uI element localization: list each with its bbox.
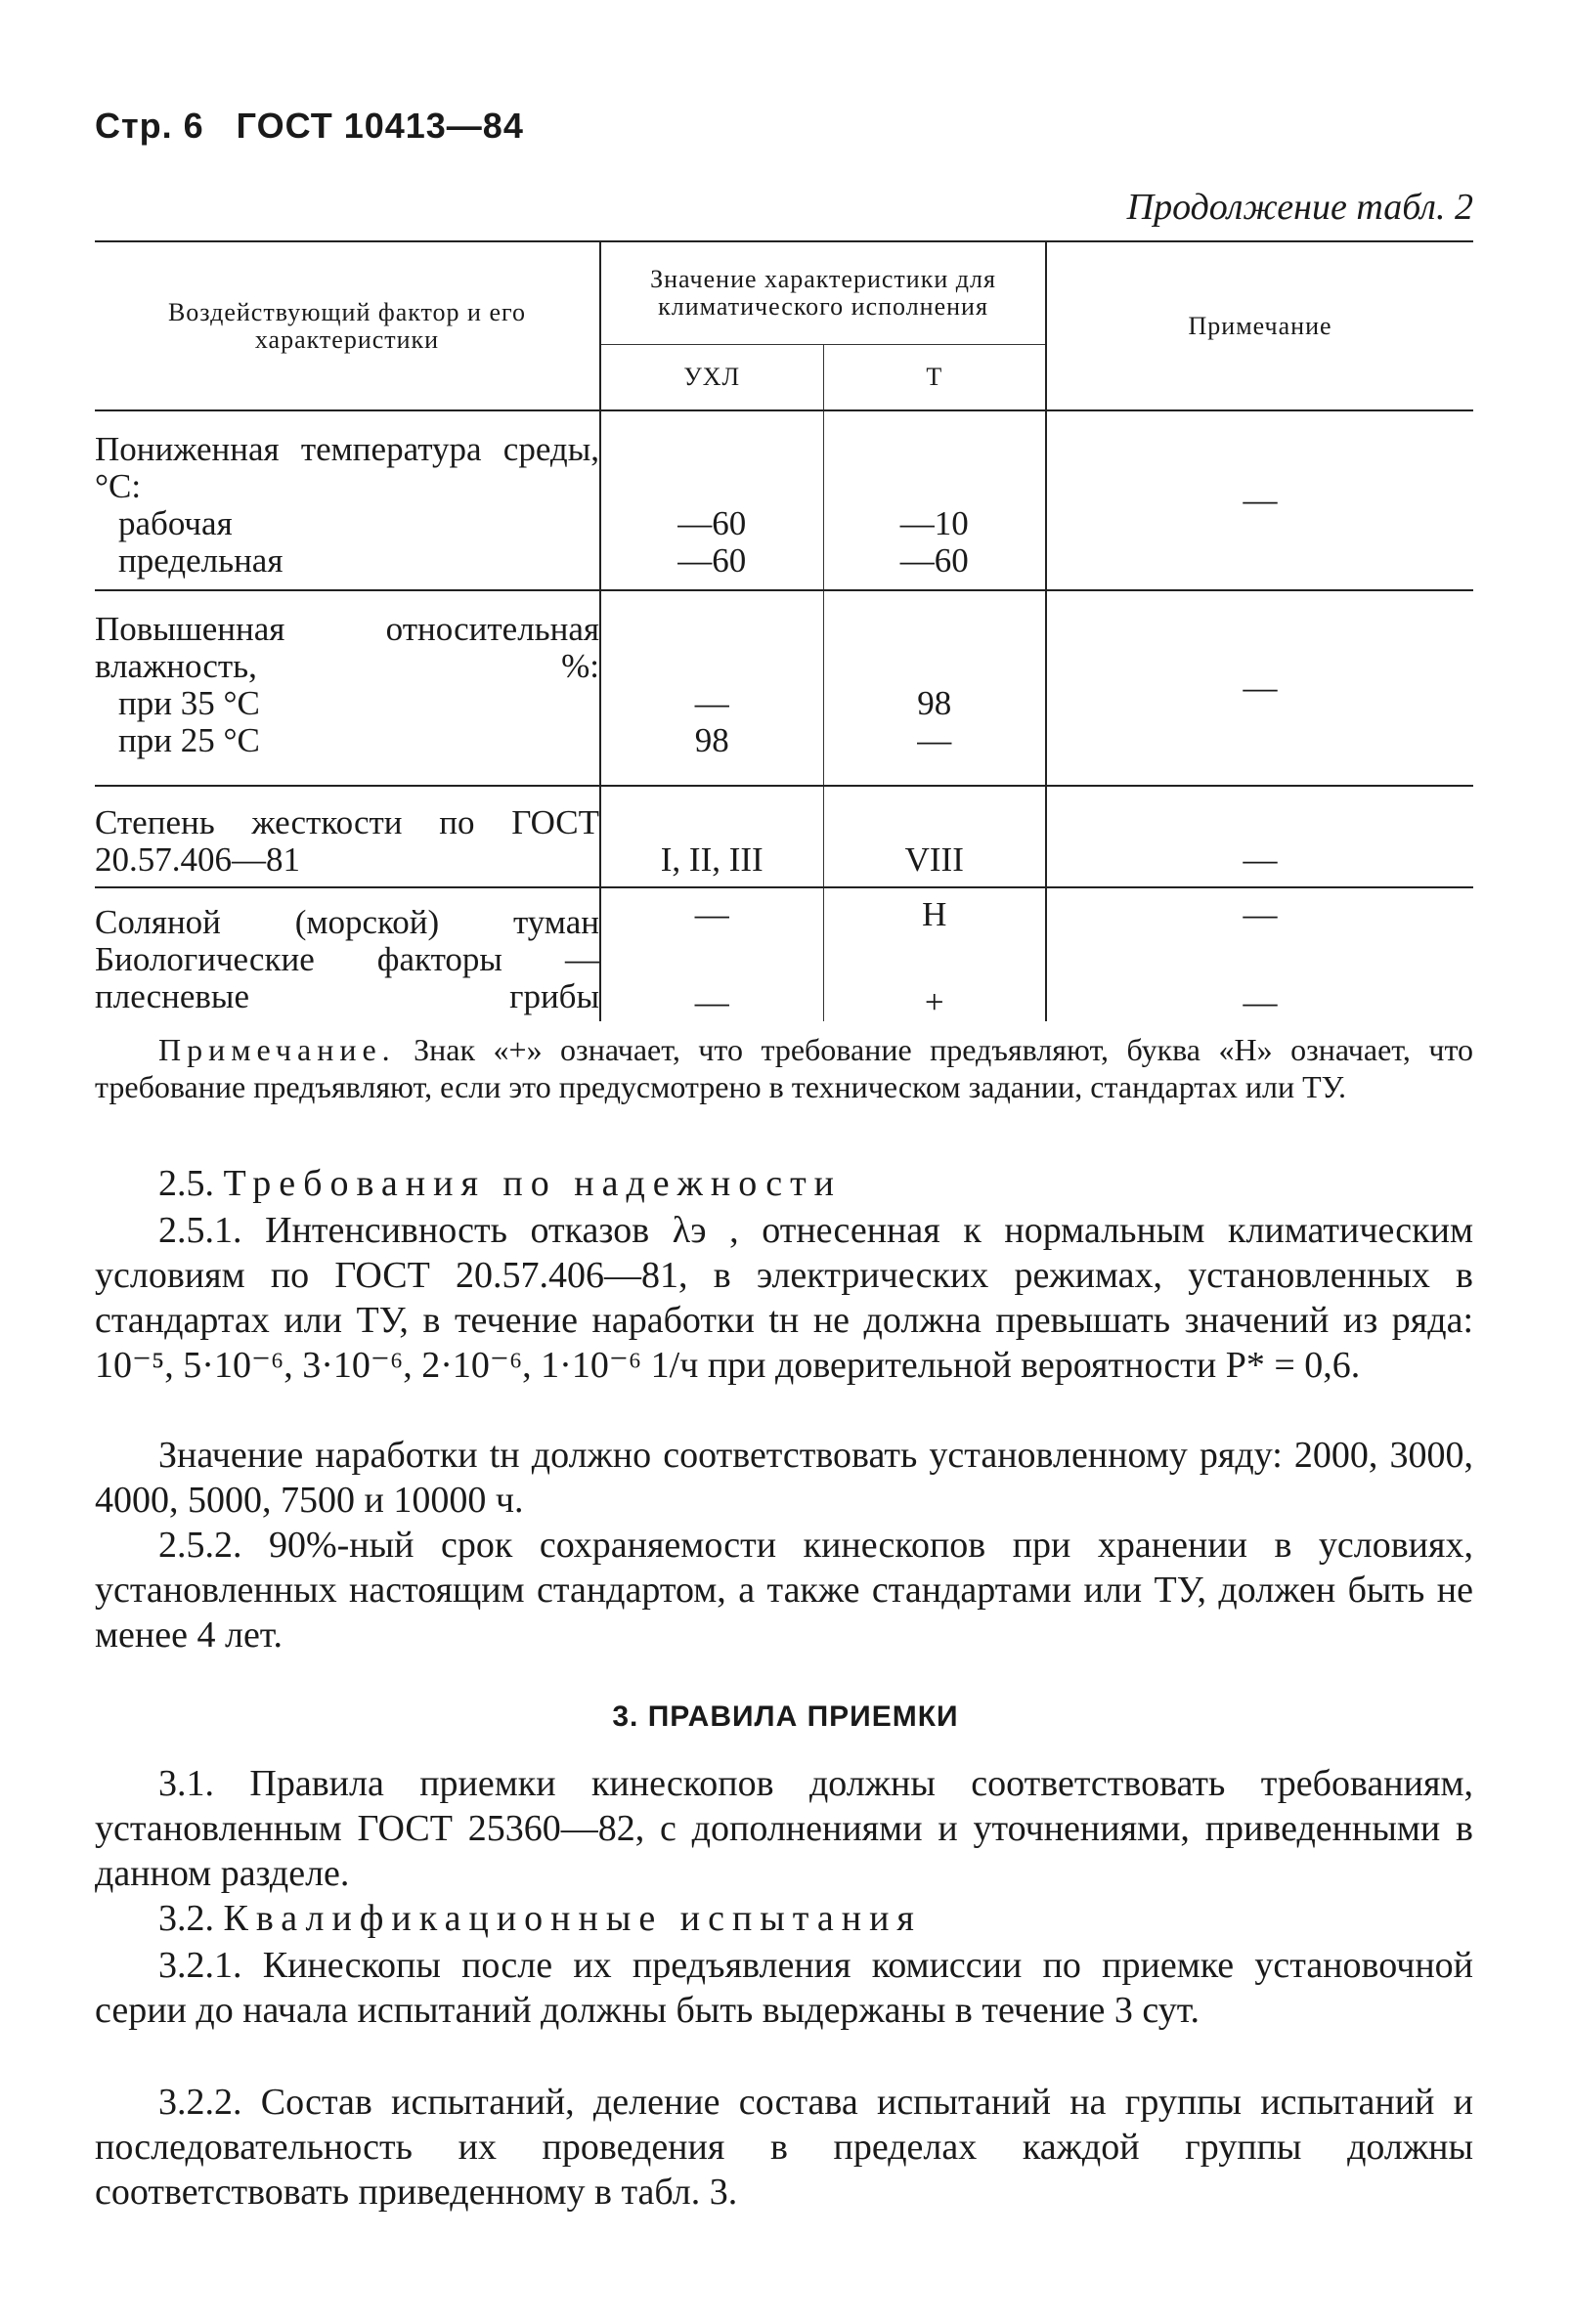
section-number: 2.5. bbox=[158, 1163, 214, 1204]
col-header-t: Т bbox=[823, 345, 1046, 411]
table-continuation-caption: Продолжение табл. 2 bbox=[1126, 187, 1473, 228]
uhl-value: —60 bbox=[677, 541, 747, 580]
t-value: —60 bbox=[899, 541, 969, 580]
factor-text: Повышенная относительная влажность, %: bbox=[95, 610, 599, 685]
t-value: — bbox=[917, 721, 952, 759]
section-title: Квалификационные испытания bbox=[223, 1898, 922, 1939]
standard-number: ГОСТ 10413—84 bbox=[236, 106, 524, 146]
t-value: + bbox=[823, 941, 1046, 1021]
section-3-2-heading bbox=[95, 1896, 1473, 1941]
factor-text: Степень жесткости по ГОСТ 20.57.406—81 bbox=[95, 803, 599, 879]
note-value: — bbox=[1046, 786, 1473, 887]
note-value: — bbox=[1046, 410, 1473, 590]
table-row bbox=[95, 590, 1473, 786]
page-number: Стр. 6 bbox=[95, 106, 204, 146]
t-value: 98 bbox=[917, 684, 952, 722]
uhl-value: —60 bbox=[677, 504, 747, 542]
table-row bbox=[95, 941, 1473, 1021]
factor-text: Соляной (морской) туман bbox=[95, 903, 599, 941]
factor-text: Пониженная температура среды, °С: bbox=[95, 430, 599, 505]
uhl-value: — bbox=[600, 941, 823, 1021]
note-value: — bbox=[1046, 590, 1473, 786]
climate-factors-table bbox=[95, 240, 1473, 1021]
uhl-value: I, II, III bbox=[600, 786, 823, 887]
factor-sub-2: предельная bbox=[118, 541, 284, 580]
table-row bbox=[95, 887, 1473, 941]
uhl-value: — bbox=[600, 887, 823, 941]
uhl-value: 98 bbox=[694, 721, 729, 759]
table-row bbox=[95, 410, 1473, 590]
paragraph-2-5-2: 2.5.2. 90%-ный срок сохраняемости кинескопов при хранении в условиях, установленных настоящим стандартом, а также стандартами или ТУ, должен быть не менее 4 лет. bbox=[95, 1525, 1473, 1656]
factor-sub-2: при 25 °С bbox=[118, 721, 260, 759]
note-value: — bbox=[1046, 941, 1473, 1021]
col-header-uhl: УХЛ bbox=[600, 345, 823, 411]
section-number: 3.2. bbox=[158, 1898, 214, 1939]
paragraph-3-1: 3.1. Правила приемки кинескопов должны соответствовать требованиям, установленным ГОСТ 25360—82, с дополнениями и уточнениями, приведенными в данном разделе. bbox=[95, 1763, 1473, 1894]
t-value: Н bbox=[823, 887, 1046, 941]
table-note-text: Знак «+» означает, что требование предъявляют, буква «Н» означает, что требование предъявляют, если это предусмотрено в техническом задании, стандартах или ТУ. bbox=[95, 1032, 1473, 1104]
note-value: — bbox=[1046, 887, 1473, 941]
factor-sub-1: при 35 °С bbox=[118, 684, 260, 722]
t-value: —10 bbox=[899, 504, 969, 542]
col-header-factor: Воздействующий фактор и его характеристики bbox=[95, 241, 600, 410]
paragraph-3-2-2: 3.2.2. Состав испытаний, деление состава испытаний на группы испытаний и последовательность их проведения в пределах каждой группы должны соответствовать приведенному в табл. 3. bbox=[95, 2082, 1473, 2213]
paragraph-3-2-1: 3.2.1. Кинескопы после их предъявления комиссии по приемке установочной серии до начала испытаний должны быть выдержаны в течение 3 сут. bbox=[95, 1945, 1473, 2031]
table-note-label: Примечание. bbox=[158, 1032, 396, 1067]
t-value: VIII bbox=[823, 786, 1046, 887]
page-header bbox=[95, 106, 524, 147]
factor-sub-1: рабочая bbox=[118, 504, 233, 542]
paragraph-2-5-1: 2.5.1. Интенсивность отказов λэ , отнесенная к нормальным климатическим условиям по ГОСТ 20.57.406—81, в электрических режимах, установленных в стандартах или ТУ, в течение наработки tн не должна превышать значений из ряда: 10⁻⁵, 5·10⁻⁶, 3·10⁻⁶, 2·10⁻⁶, 1·10⁻⁶ 1/ч при доверительной вероятности P* = 0,6. bbox=[95, 1210, 1473, 1386]
uhl-value: — bbox=[694, 684, 729, 722]
table-note bbox=[95, 1031, 1473, 1105]
table-row bbox=[95, 786, 1473, 887]
section-title: Требования по надежности bbox=[223, 1163, 843, 1204]
section-2-5-heading bbox=[95, 1161, 1473, 1206]
factor-text: Биологические факторы — плесневые грибы bbox=[95, 940, 599, 1015]
col-header-value-group: Значение характеристики для климатического исполнения bbox=[600, 241, 1046, 345]
col-header-note: Примечание bbox=[1046, 241, 1473, 410]
paragraph-2-5-1-b: Значение наработки tн должно соответствовать установленному ряду: 2000, 3000, 4000, 5000, 7500 и 10000 ч. bbox=[95, 1435, 1473, 1521]
section-3-heading: 3. ПРАВИЛА ПРИЕМКИ bbox=[612, 1700, 959, 1733]
